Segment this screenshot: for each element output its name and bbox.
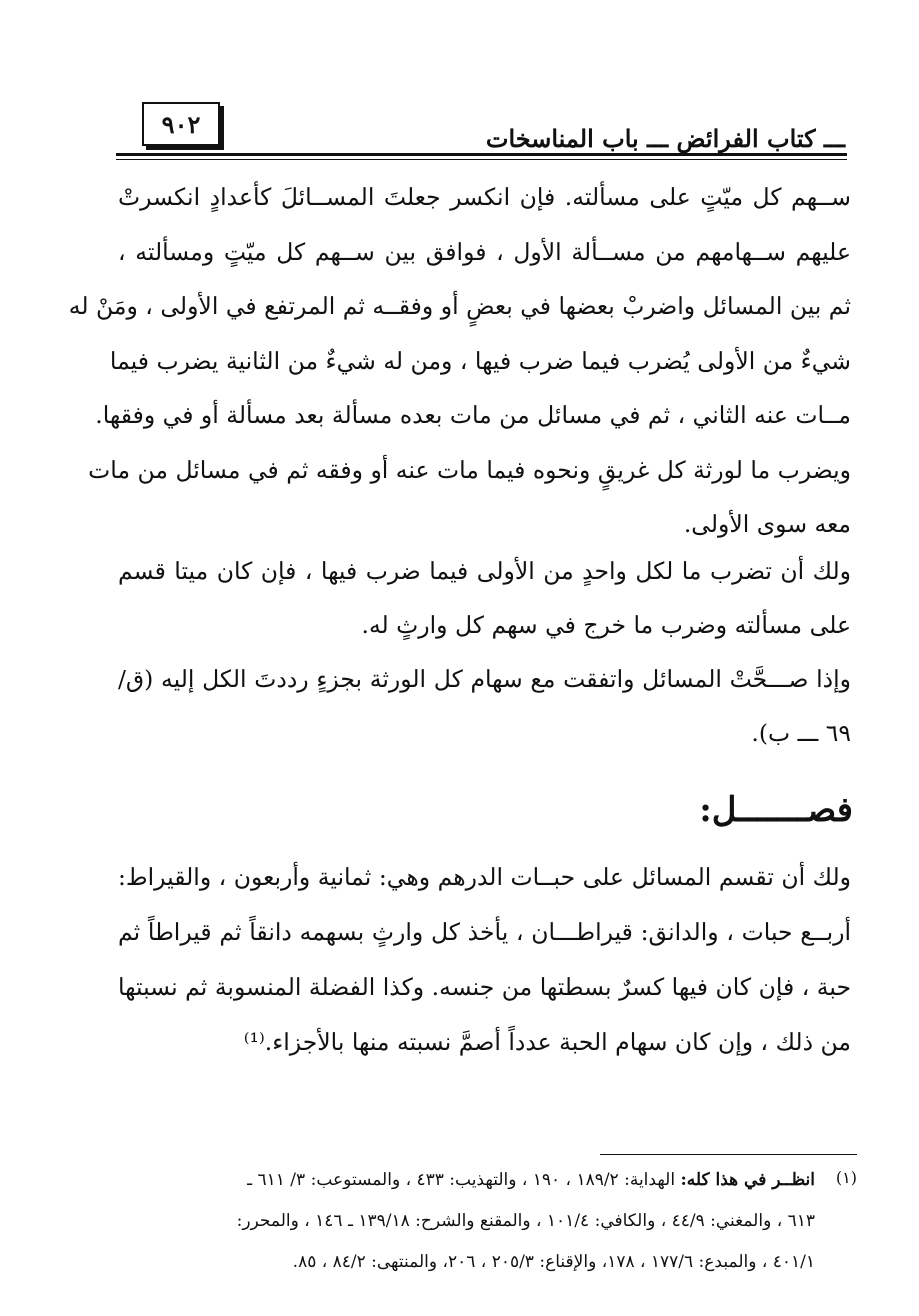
text-line: ويضرب ما لورثة كل غريقٍ ونحوه فيما مات عنه أو وفقه ثم في مسائل من مات [88,455,851,484]
page-number-box [142,102,220,146]
text-line: ٦٩ ـــ ب). [751,719,851,747]
text-line: ولك أن تضرب ما لكل واحدٍ من الأولى فيما ضرب فيها ، فإن كان ميتا قسم [118,557,851,585]
header-rule-thin [116,159,847,160]
footnote-line: ٦١٣ ، والمغني: ٤٤/٩ ، والكافي: ١٠١/٤ ، والمقنع والشرح: ١٣٩/١٨ ـ ١٤٦ ، والمحرر: [236,1211,815,1231]
paragraph-2 [118,544,851,652]
text-line: أربــع حبات ، والدانق: قيراطـــان ، يأخذ كل وارثٍ بسهمه دانقاً ثم قيراطاً ثم [118,918,851,946]
section-paragraph [118,850,851,1070]
header-rule-thick [116,153,847,156]
footnote-separator [600,1154,857,1155]
page-number: ٩٠٢ [161,109,201,139]
paragraph-1 [68,170,851,552]
section-title: فصـــــــل: [699,790,853,830]
paragraph-3 [118,652,851,760]
running-title: ـــ كتاب الفرائض ـــ باب المناسخات [485,124,845,153]
text-line: شيءٌ من الأولى يُضرب فيما ضرب فيها ، ومن له شيءٌ من الثانية يضرب فيما [109,346,851,375]
footnote [118,1160,815,1283]
text-line: ثم بين المسائل واضربْ بعضها في بعضٍ أو وفقــه ثم المرتفع في الأولى ، ومَنْ له [68,292,851,320]
footnote-lead: انظــر في هذا كله: [680,1170,815,1190]
text-line: مــات عنه الثاني ، ثم في مسائل من مات بعده مسألة بعد مسألة أو في وفقها. [95,401,851,429]
footnote-text: الهداية: ١٨٩/٢ ، ١٩٠ ، والتهذيب: ٤٣٣ ، والمستوعب: ٣/ ٦١١ ـ [247,1170,681,1190]
text-line: ســهم كل ميّتٍ على مسألته. فإن انكسر جعلتَ المســائلَ كأعدادٍ انكسرتْ [118,183,851,211]
text-line: على مسألته وضرب ما خرج في سهم كل وارثٍ له. [361,611,851,639]
text-line: من ذلك ، وإن كان سهام الحبة عدداً أصمَّ نسبته منها بالأجزاء.⁽¹⁾ [243,1028,851,1056]
footnote-line [118,1160,815,1201]
text-line: ولك أن تقسم المسائل على حبــات الدرهم وهي: ثمانية وأربعون ، والقيراط: [118,863,851,891]
text-line: وإذا صـــحَّتْ المسائل واتفقت مع سهام كل الورثة بجزءٍ رددتَ الكل إليه (ق/ [118,665,851,693]
text-line: معه سوى الأولى. [683,510,851,538]
footnote-marker: (١) [835,1168,857,1187]
footnote-line: ٤٠١/١ ، والمبدع: ١٧٧/٦ ، ١٧٨، والإقناع: ٢٠٥/٣ ، ٢٠٦، والمنتهى: ٨٤/٢ ، ٨٥. [292,1252,815,1272]
text-line: عليهم ســهامهم من مســألة الأول ، فوافق بين ســهم كل ميّتٍ ومسألته ، [118,237,851,266]
text-line: حبة ، فإن كان فيها كسرٌ بسطتها من جنسه. وكذا الفضلة المنسوبة ثم نسبتها [118,973,851,1001]
